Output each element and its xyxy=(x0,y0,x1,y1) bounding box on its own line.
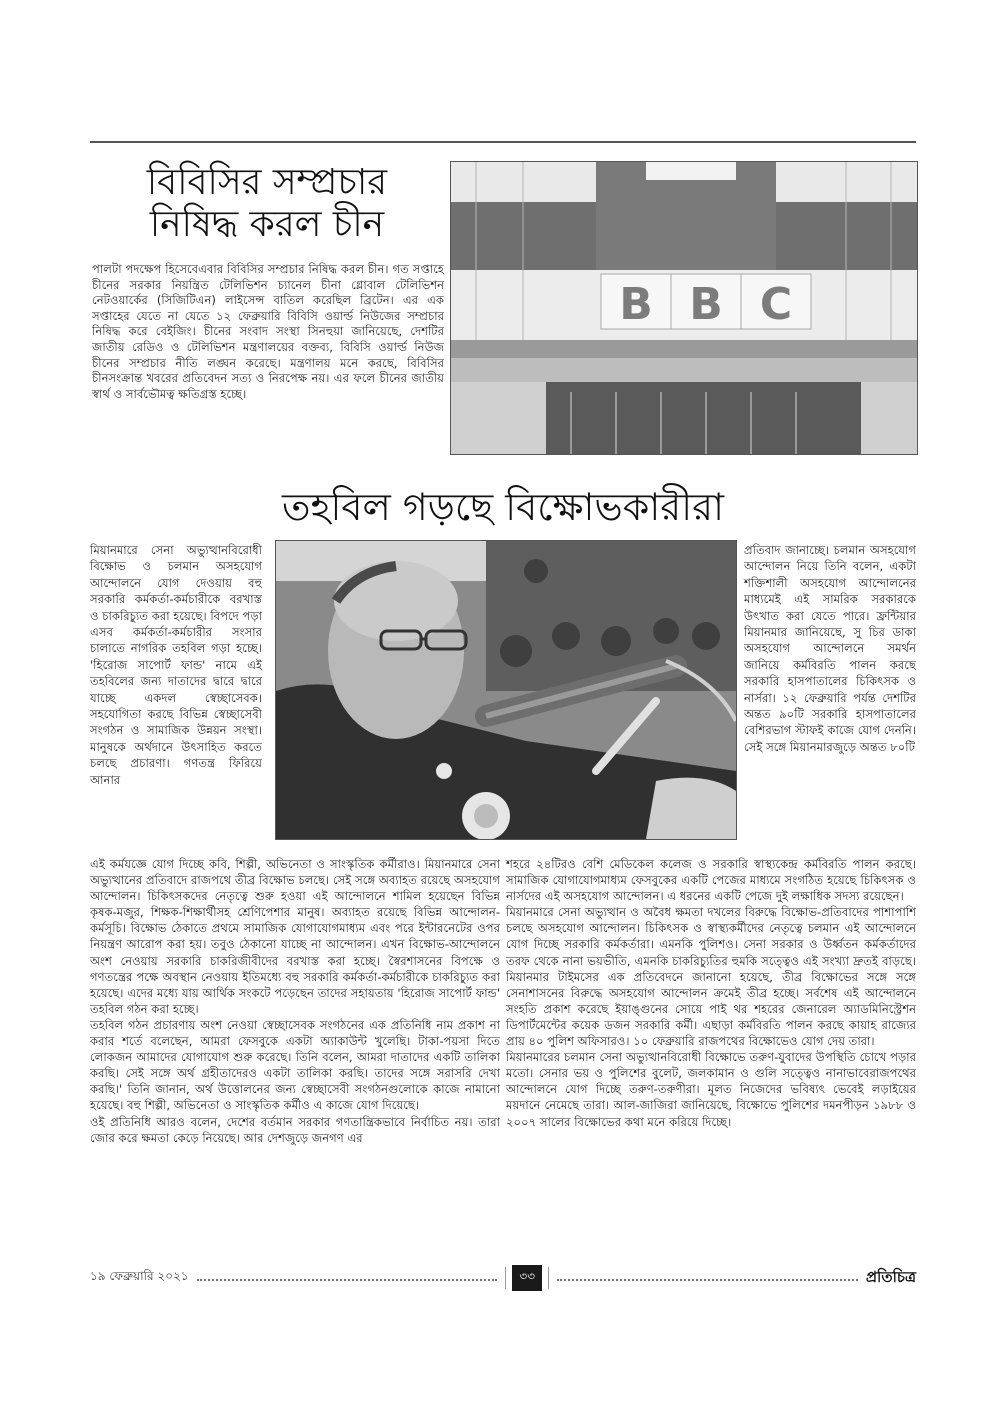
story2-column-right: প্রতিবাদ জানাচ্ছে। চলমান অসহযোগ আন্দোলন নিয়ে তিনি বলেন, একটা শক্তিশালী অসহযোগ আন্দোলনের মাধ্যমেই এই সামরিক সরকারকে উৎখাত করা যেতে পারে। ফ্রন্টিয়ার মিয়ানমার জানিয়েছে, সু চির ডাকা অসহযোগ আন্দোলনে সমর্থন জানিয়ে কর্মবিরতি পালন করছে সরকারি হাসপাতালের চিকিৎসক ও নার্সরা। ১২ ফেব্রুয়ারি পর্যন্ত দেশটির অন্তত ৯০টি সরকারি হাসপাতালের বেশিরভাগ স্টাফই কাজে যোগ দেননি। সেই সঙ্গে মিয়ানমারজুড়ে অন্তত ৮০টি xyxy=(744,543,916,754)
top-rule xyxy=(90,141,916,143)
story1-body: পালটা পদক্ষেপ হিসেবেএবার বিবিসির সম্প্রচার নিষিদ্ধ করল চীন। গত সপ্তাহে চীনের সরকার নিয়ন্ত্রিত টেলিভিশন চ্যানেল চীনা গ্লোবাল টেলিভিশন নেটওয়ার্কের (সিজিটিএন) লাইসেন্স বাতিল করেছিল ব্রিটেন। এর এক সপ্তাহের যেতে না যেতে ১২ ফেব্রুয়ারি বিবিসি ওয়ার্ল্ড নিউজের সম্প্রচার নিষিদ্ধ করে বেইজিং। চীনের সংবাদ সংস্থা সিনহুয়া জানিয়েছে, দেশটির জাতীয় রেডিও ও টেলিভিশন মন্ত্রণালয়ের বক্তব্য, বিবিসি ওয়ার্ল্ড নিউজ চীনের সম্প্রচার নীতি লঙ্ঘন করেছে। মন্ত্রণালয় মনে করছে, বিবিসির চীনসংক্রান্ত খবরের প্রতিবেদন সত্য ও নিরপেক্ষ নয়। এর ফলে চীনের জাতীয় স্বার্থ ও সার্বভৌমত্ব ক্ষতিগ্রস্ত হচ্ছে। xyxy=(92,262,444,401)
paragraph: ওই প্রতিনিধি আরও বলেন, দেশের বর্তমান সরকার গণতান্ত্রিকভাবে নির্বাচিত নয়। তারা জোর করে ক্ষমতা কেড়ে নিয়েছে। আর দেশজুড়ে জনগণ এর xyxy=(90,1114,500,1145)
story2-column-left: মিয়ানমারে সেনা অভ্যুত্থানবিরোধী বিক্ষোভ ও চলমান অসহযোগ আন্দোলনে যোগ দেওয়ায় বহু সরকারি কর্মকর্তা-কর্মচারীকে বরখাস্ত ও চাকরিচ্যুত করা হয়েছে। বিপদে পড়া এসব কর্মকর্তা-কর্মচারীর সংসার চালাতে নাগরিক তহবিল গড়া হচ্ছে। 'হিরোজ সাপোর্ট ফান্ড' নামে এই তহবিলের জন্য দাতাদের দ্বারে দ্বারে যাচ্ছে একদল স্বেচ্ছাসেবক। সহযোগিতা করছে বিভিন্ন স্বেচ্ছাসেবী সংগঠন ও সামাজিক উন্নয়ন সংস্থা। মানুষকে অর্থদানে উৎসাহিত করতে চলছে প্রচারণা। গণতন্ত্র ফিরিয়ে আনার xyxy=(90,543,262,787)
story2-bottom-right-column xyxy=(506,856,916,1130)
story2-headline: তহবিল গড়ছে বিক্ষোভকারীরা xyxy=(281,485,724,529)
story1-headline xyxy=(92,162,442,246)
story1-headline-line1: বিবিসির সম্প্রচার xyxy=(146,162,388,203)
paragraph: মিয়ানমারে সেনা অভ্যুত্থান ও অবৈধ ক্ষমতা দখলের বিরুদ্ধে বিক্ষোভ-প্রতিবাদের পাশাপাশি চলছে অসহযোগ আন্দোলন। চিকিৎসক ও স্বাস্থ্যকর্মীদের নেতৃত্বে চলমান এই আন্দোলনে যোগ দিচ্ছে সরকারি কর্মকর্তারা। এমনকি পুলিশও। সেনা সরকার ও উর্ধ্বতন কর্মকর্তাদের তরফ থেকে নানা ভয়ভীতি, এমনকি চাকরিচ্যুতির হুমকি সত্ত্বেও এই সংখ্যা দ্রুতই বাড়ছে। মিয়ানমার টাইমসের এক প্রতিবেদনে জানানো হয়েছে, তীব্র বিক্ষোভের সঙ্গে সঙ্গে সেনাশাসনের বিরুদ্ধে অসহযোগ আন্দোলন ক্রমেই তীব্র হচ্ছে। সর্বশেষ এই আন্দোলনে সংহতি প্রকাশ করেছে ইয়াঙ্গুনের সোয়ে পাই থর শহরের জেনারেল অ্যাডমিনিস্ট্রেশন ডিপার্টমেন্টের কয়েক ডজন সরকারি কর্মী। এছাড়া কর্মবিরতি পালন করছে কায়াহ রাজ্যের প্রায় ৪০ পুলিশ অফিসারও। ১০ ফেব্রুয়ারি রাজপথের বিক্ষোভেও যোগ দেয় তারা। xyxy=(506,905,916,1049)
bbc-letter-b1: B xyxy=(619,279,653,330)
divider-bar xyxy=(548,1267,549,1289)
dotted-leader-left xyxy=(197,1279,498,1281)
issue-date: ১৯ ফেব্রুয়ারি ২০২১ xyxy=(90,1269,189,1283)
bbc-letter-c: C xyxy=(759,279,793,330)
bbc-building-photo xyxy=(450,161,918,455)
speaker-illustration xyxy=(276,541,736,839)
paragraph: মিয়ানমারের চলমান সেনা অভ্যুত্থানবিরোধী বিক্ষোভে তরুণ-যুবাদের উপস্থিতি চোখে পড়ার মতো। সেনার ভয় ও পুলিশের বুলেট, জলকামান ও গুলি সত্ত্বেও নানাভাবেরাজপথের আন্দোলনে যোগ দিচ্ছে তরুণ-তরুণীরা। মূলত নিজেদের ভবিষ্যৎ ভেবেই লড়াইয়ের ময়দানে নেমেছে তারা। আল-জাজিরা জানিয়েছে, বিক্ষোভে পুলিশের দমনপীড়ন ১৯৮৮ ও ২০০৭ সালের বিক্ষোভের কথা মনে করিয়ে দিচ্ছে। xyxy=(506,1050,916,1129)
paragraph: তহবিল গঠন প্রচারণায় অংশ নেওয়া স্বেচ্ছাসেবক সংগঠনের এক প্রতিনিধি নাম প্রকাশ না করার শর্তে বলেছেন, আমরা ফেসবুকে একটা অ্যাকাউন্ট খুলেছি। টাকা-পয়সা দিতে লোকজন আমাদের যোগাযোগ শুরু করেছে। তিনি বলেন, আমরা দাতাদের একটি তালিকা করছি। সেই সঙ্গে অর্থ গ্রহীতাদেরও একটা তালিকা করছি। তাদের সঙ্গে সরাসরি দেখা করছি।' তিনি জানান, অর্থ উত্তোলনের জন্য স্বেচ্ছাসেবী সংগঠনগুলোকে কাজে নামানো হয়েছে। বহু শিল্পী, অভিনেতা ও সাংস্কৃতিক কর্মীও এ কাজে যোগ দিয়েছে। xyxy=(90,1017,500,1113)
dotted-leader-right xyxy=(557,1279,858,1281)
story2-bottom-left-column xyxy=(90,856,500,1146)
page-number: ৩৩ xyxy=(512,1265,542,1291)
story1-headline-line2: নিষিদ্ধ করল চীন xyxy=(149,204,385,245)
page-footer xyxy=(90,1265,916,1291)
speaker-at-podium-photo xyxy=(275,540,737,840)
paragraph: এই কর্মযজ্ঞে যোগ দিচ্ছে কবি, শিল্পী, অভিনেতা ও সাংস্কৃতিক কর্মীরাও। মিয়ানমারে সেনা অভ্যুত্থানের প্রতিবাদে রাজপথে তীব্র বিক্ষোভ চলছে। সেই সঙ্গে অব্যাহত রয়েছে অসহযোগ আন্দোলন। চিকিৎসকদের নেতৃত্বে শুরু হওয়া এই আন্দোলনে শামিল হয়েছেন বিভিন্ন কৃষক-মজুর, শিক্ষক-শিক্ষার্থীসহ শ্রেণিপেশার মানুষ। অব্যাহত রয়েছে বিভিন্ন আন্দোলন-কর্মসূচি। বিক্ষোভ ঠেকাতে প্রথমে সামাজিক যোগাযোগমাধ্যম এবং পরে ইন্টারনেটের ওপর নিয়ন্ত্রণ আরোপ করা হয়। তবুও ঠেকানো যাচ্ছে না আন্দোলন। এখন বিক্ষোভ-আন্দোলনে অংশ নেওয়ায় সরকারি চাকরিজীবীদের বরখাস্ত করা হচ্ছে। স্বৈরশাসনের বিপক্ষে ও গণতন্ত্রের পক্ষে অবস্থান নেওয়ায় ইতিমধ্যে বহু সরকারি কর্মকর্তা-কর্মচারীকে চাকরিচ্যুত করা হয়েছে। এদের মধ্যে যায় আর্থিক সংকটে পড়েছেন তাদের সহায়তায় 'হিরোজ সাপোর্ট ফান্ড' তহবিল গঠন করা হচ্ছে। xyxy=(90,857,500,1016)
bbc-building-illustration xyxy=(451,162,917,454)
publication-logo: প্রতিচিত্র xyxy=(865,1267,917,1286)
divider-bar xyxy=(505,1267,506,1289)
paragraph: শহরে ২৪টিরও বেশি মেডিকেল কলেজ ও সরকারি স্বাস্থ্যকেন্দ্র কর্মবিরতি পালন করছে। সামাজিক যোগাযোগমাধ্যম ফেসবুকের একটি পেজের মাধ্যমে সংগঠিত হয়েছে চিকিৎসক ও নার্সদের এই অসহযোগ আন্দোলন। এ ধরনের একটি পেজে দুই লক্ষাধিক সদস্য রয়েছেন। xyxy=(506,857,916,904)
bbc-letter-b2: B xyxy=(689,279,723,330)
